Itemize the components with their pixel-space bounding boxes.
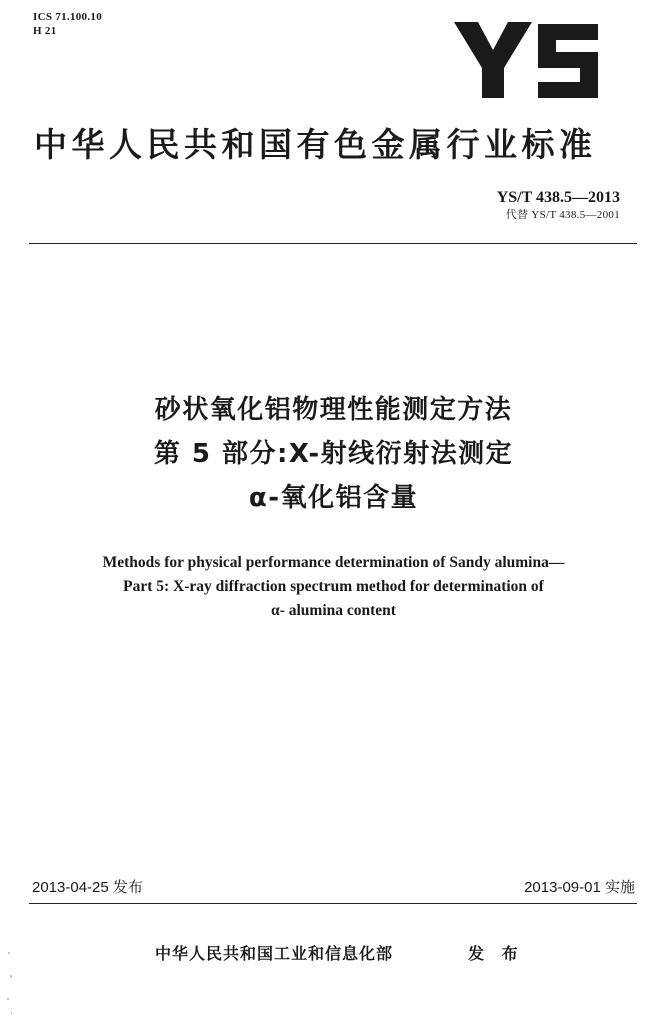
ys-logo-graphic [452, 20, 602, 100]
ccs-code: H 21 [33, 25, 57, 37]
chinese-title-line-2: 第 5 部分:X-射线衍射法测定 [153, 439, 514, 469]
publish-label: 发 布 [468, 944, 524, 963]
publisher-name: 中华人民共和国工业和信息化部 [155, 944, 394, 963]
replaces-standard: 代替 YS/T 438.5—2001 [505, 209, 620, 221]
standard-number-block [497, 188, 620, 222]
scan-speck [11, 1012, 12, 1015]
industry-standard-title: 中华人民共和国有色金属行业标准 [34, 125, 597, 164]
scan-speck [7, 998, 9, 1000]
chinese-title-line-3: α-氧化铝含量 [248, 483, 419, 513]
english-title [0, 551, 667, 623]
scan-speck [10, 975, 12, 978]
implementation-date: 2013-09-01 实施 [524, 879, 635, 896]
chinese-title [0, 388, 667, 520]
issue-date: 2013-04-25 发布 [32, 879, 143, 896]
standard-number: YS/T 438.5—2013 [496, 189, 620, 206]
classification-block [33, 10, 102, 38]
scan-speck [8, 952, 10, 954]
english-title-line-1: Methods for physical performance determination of Sandy alumina— [102, 554, 565, 571]
bottom-divider [29, 903, 637, 904]
english-title-line-3: α- alumina content [271, 602, 396, 619]
ys-logo [452, 20, 602, 100]
english-title-line-2: Part 5: X-ray diffraction spectrum method for determination of [123, 578, 544, 595]
top-divider [29, 243, 637, 244]
ics-code: ICS 71.100.10 [33, 11, 102, 23]
chinese-title-line-1: 砂状氧化铝物理性能测定方法 [154, 395, 513, 425]
